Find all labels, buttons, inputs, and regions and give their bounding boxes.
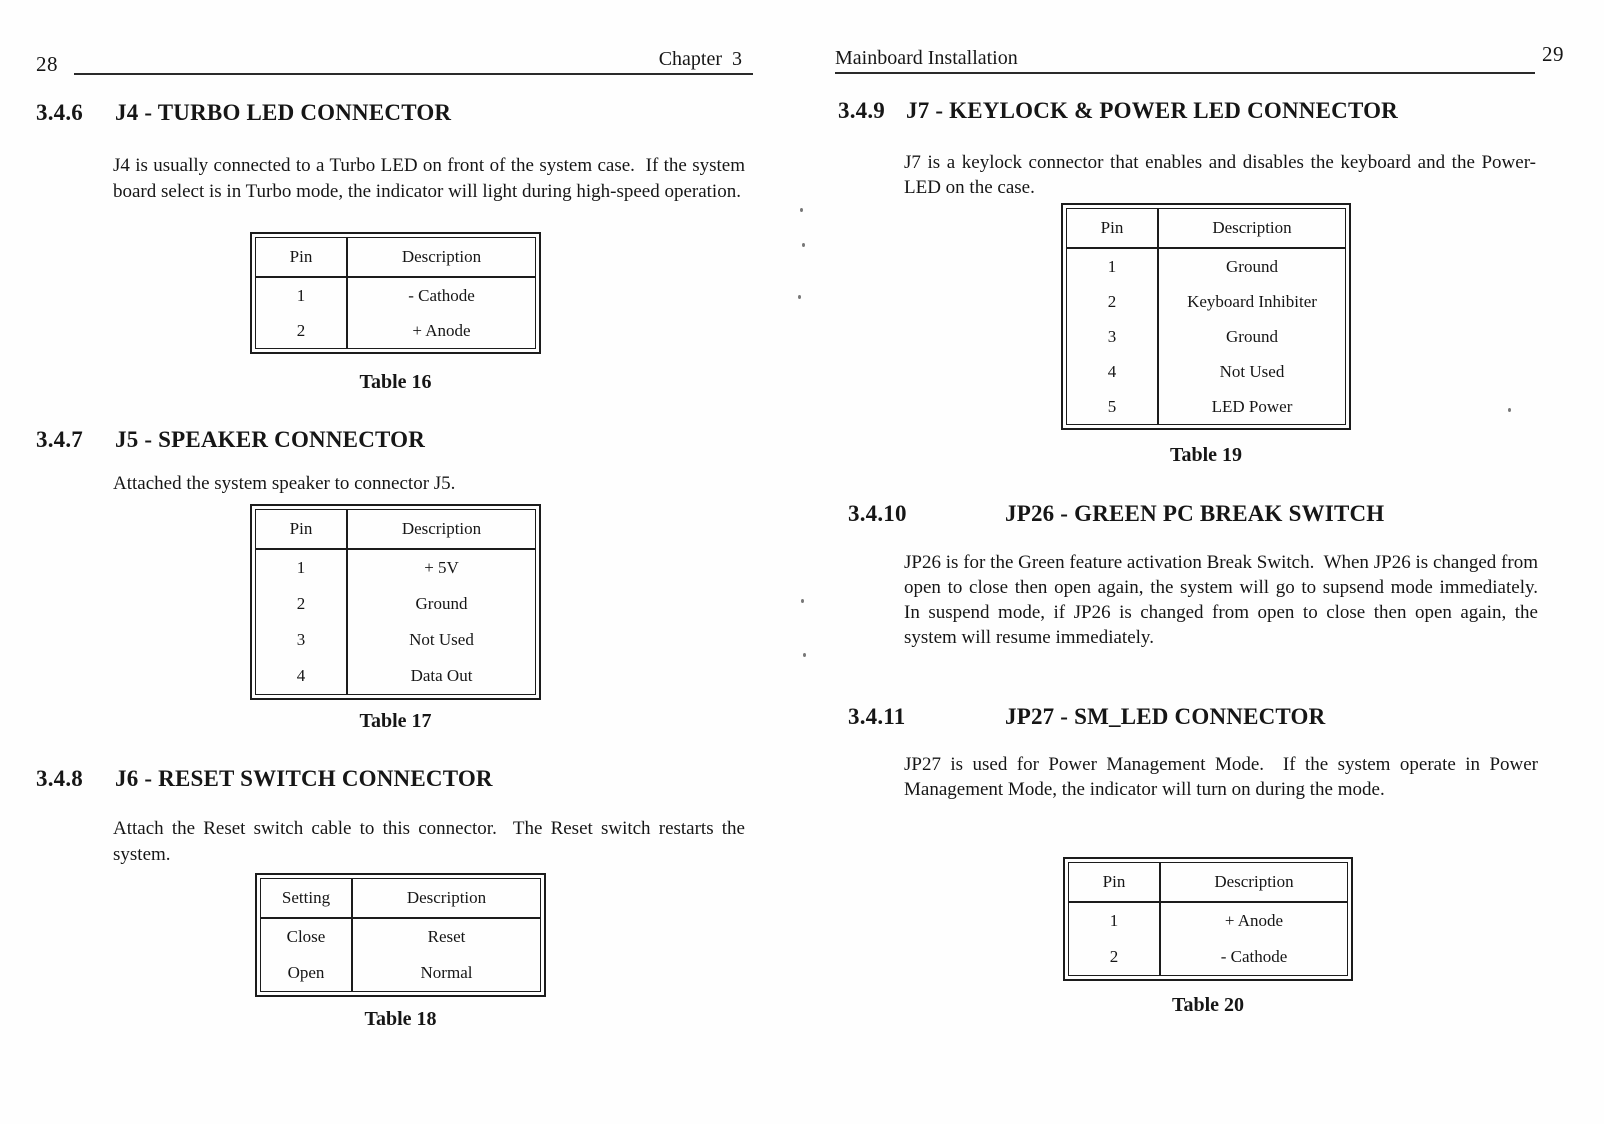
table-header-cell: Description <box>401 247 482 266</box>
table-cell: + Anode <box>412 320 471 340</box>
table-cell: 5 <box>1067 389 1159 424</box>
table-header-cell: Description <box>401 519 482 538</box>
table-cell: 2 <box>1067 284 1159 319</box>
section-number: 3.4.6 <box>36 100 83 125</box>
table-cell: 2 <box>1069 939 1161 975</box>
table-cell: Ground <box>1226 326 1278 346</box>
header-rule-left <box>74 73 753 75</box>
table-cell: - Cathode <box>1220 947 1288 966</box>
section-title: J5 - SPEAKER CONNECTOR <box>115 427 426 452</box>
table-cell: LED Power <box>1211 396 1293 416</box>
section-number: 3.4.9 <box>838 98 885 123</box>
table-cell: 1 <box>256 278 348 313</box>
table-header-cell: Description <box>1212 218 1292 237</box>
table-cell: Open <box>261 955 353 991</box>
section-title: J6 - RESET SWITCH CONNECTOR <box>115 766 493 791</box>
table-caption-20: Table 20 <box>1171 994 1245 1016</box>
body-paragraph-347: Attached the system speaker to connector J5. <box>113 473 456 494</box>
table-cell: 1 <box>1069 903 1161 939</box>
table-caption-19: Table 19 <box>1169 444 1243 466</box>
section-heading-349 <box>838 98 1398 124</box>
pin-table-17 <box>250 504 541 700</box>
table-cell: Ground <box>415 594 468 613</box>
section-heading-3410 <box>848 501 1384 527</box>
table-cell: 3 <box>256 622 348 658</box>
table-cell: Keyboard Inhibiter <box>1187 291 1317 311</box>
table-header-cell: Pin <box>256 238 348 276</box>
table-cell: 4 <box>256 658 348 694</box>
scan-speck <box>801 599 804 603</box>
scan-speck <box>802 243 805 247</box>
pin-table-19 <box>1061 203 1351 430</box>
table-cell: Normal <box>420 963 473 982</box>
section-heading-348 <box>36 766 493 792</box>
table-cell: 3 <box>1067 319 1159 354</box>
table-cell: Data Out <box>410 666 473 685</box>
section-number: 3.4.11 <box>848 704 906 729</box>
table-caption-18: Table 18 <box>364 1008 437 1030</box>
scan-speck <box>1508 408 1511 412</box>
header-rule-right <box>835 72 1535 74</box>
running-header-left: Chapter 3 <box>658 48 742 70</box>
section-number: 3.4.10 <box>848 501 907 526</box>
table-cell: Reset <box>427 927 466 946</box>
pin-table-20 <box>1063 857 1353 981</box>
table-cell: 2 <box>256 586 348 622</box>
scan-speck <box>803 653 806 657</box>
body-paragraph-3410: JP26 is for the Green feature activation Break Switch. When JP26 is changed from open to close then open again, the system will go to supsend mode immediately. In suspend mode, if JP26 is changed from open to close then open again, the system will resume immediately. <box>904 552 1548 648</box>
body-paragraph-348: Attach the Reset switch cable to this connector. The Reset switch restarts the system. <box>113 818 750 865</box>
table-caption-17: Table 17 <box>359 710 432 732</box>
running-header-right: Mainboard Installation <box>835 47 1018 69</box>
table-cell: 2 <box>256 313 348 348</box>
table-cell: 1 <box>1067 249 1159 284</box>
table-cell: Not Used <box>1219 361 1285 381</box>
scan-speck <box>798 295 801 299</box>
section-title: JP27 - SM_LED CONNECTOR <box>1005 704 1326 729</box>
table-cell: + 5V <box>424 558 459 577</box>
section-number: 3.4.8 <box>36 766 83 791</box>
table-cell: - Cathode <box>408 285 475 305</box>
table-header-cell: Setting <box>261 879 353 917</box>
table-cell: Ground <box>1226 256 1278 276</box>
pin-table-16 <box>250 232 541 354</box>
table-header-cell: Pin <box>256 510 348 548</box>
body-paragraph-346: J4 is usually connected to a Turbo LED on front of the system case. If the system board select is in Turbo mode, the indicator will light during high-speed operation. <box>113 155 750 202</box>
section-heading-346 <box>36 100 451 126</box>
scan-speck <box>800 208 803 212</box>
section-heading-3411 <box>848 704 1325 730</box>
table-cell: Close <box>261 919 353 955</box>
section-number: 3.4.7 <box>36 427 83 452</box>
table-cell: 4 <box>1067 354 1159 389</box>
table-cell: 1 <box>256 550 348 586</box>
table-caption-16: Table 16 <box>359 371 432 393</box>
section-heading-347 <box>36 427 425 453</box>
section-title: JP26 - GREEN PC BREAK SWITCH <box>1005 501 1385 526</box>
section-title: J7 - KEYLOCK & POWER LED CONNECTOR <box>906 98 1398 123</box>
table-header-cell: Description <box>1214 872 1294 891</box>
body-paragraph-349: J7 is a keylock connector that enables and disables the keyboard and the Power-LED on the case. <box>904 152 1536 198</box>
table-cell: Not Used <box>409 630 474 649</box>
body-paragraph-3411: JP27 is used for Power Management Mode. If the system operate in Power Management Mode, the indicator will turn on during the mode. <box>904 754 1543 800</box>
section-title: J4 - TURBO LED CONNECTOR <box>115 100 452 125</box>
page-number-right: 29 <box>1542 42 1564 66</box>
page-number-left: 28 <box>36 52 58 76</box>
table-header-cell: Description <box>406 888 487 907</box>
table-cell: + Anode <box>1224 911 1284 930</box>
setting-table-18 <box>255 873 546 997</box>
table-header-cell: Pin <box>1069 863 1161 901</box>
table-header-cell: Pin <box>1067 209 1159 247</box>
